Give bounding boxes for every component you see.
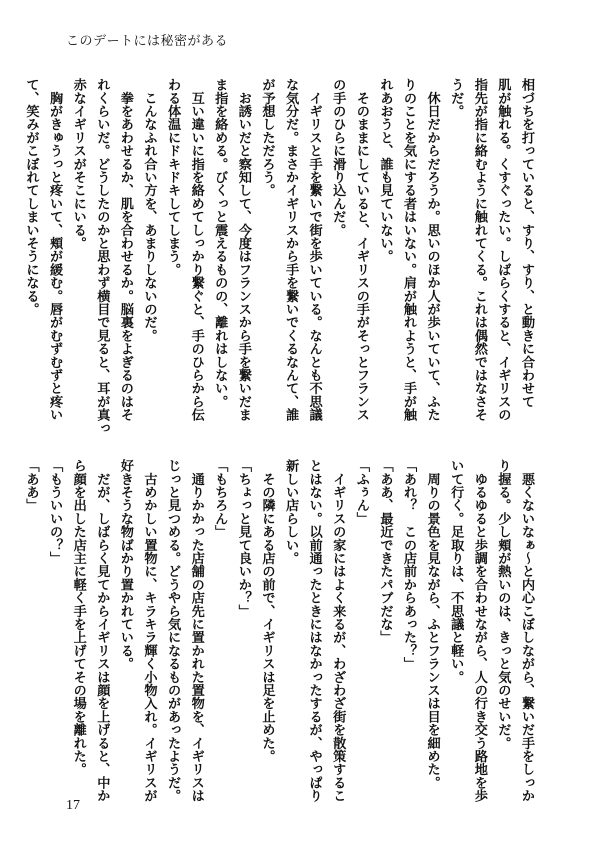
text-line: 悪くないなぁ〜と内心こぼしながら、繋いだ手をしっか [519, 459, 534, 803]
text-line: お誘いだと察知して、今度はフランスから手を繋いだま [235, 78, 251, 422]
text-line: じっと見つめる。どうやら気になるものがあったようだ。 [165, 459, 181, 803]
text-line: わる体温にドキドキしてしまう。 [165, 78, 181, 276]
text-line: 指先が指に絡むように触れてくる。これは偶然ではなさそ [471, 78, 487, 422]
text-line: り握る。少し頬が熱いのは、きっと気のせいだ。 [495, 459, 511, 750]
text-line: 胸がきゅうっと疼いて、頬が緩む。唇がむずむずと疼い [47, 78, 63, 422]
text-line: イギリスと手を繋いで街を歩いている。なんとも不思議 [306, 78, 322, 422]
text-line: うだ。 [448, 78, 464, 118]
text-line: 古めかしい置物に、キラキラ輝く小物入れ。イギリスが [141, 459, 157, 803]
text-line: 肌が触れる。くすぐったい。しばらくすると、イギリスの [495, 78, 511, 422]
text-line: 休日だからだろうか。思いのほか人が歩いていて、ふた [424, 78, 440, 422]
text-line: 通りかかった店舗の店先に置かれた置物を、イギリスは [188, 459, 204, 803]
text-line: 拳をあわせるか、肌を合わせるか。脳裏をよぎるのはそ [117, 78, 133, 422]
text-line: 「もちろん」 [212, 459, 228, 539]
running-head-title: このデートには秘密がある [66, 34, 229, 49]
text-line: ま指を絡める。びくっと震えるものの、離れはしない。 [212, 78, 228, 408]
text-line: れくらいだ。どうしたのかと思わず横目で見ると、耳が真っ [94, 78, 110, 435]
text-line: いて行く。足取りは、不思議と軽い。 [448, 459, 464, 684]
text-line: 赤なイギリスがそこにいる。 [70, 78, 86, 250]
text-line: イギリスの家にはよく来るが、わざわざ街を散策するこ [330, 459, 346, 803]
text-line: ら顔を出した店主に軽く手を上げてその場を離れた。 [70, 459, 86, 776]
text-line: て、笑みがこぼれてしまいそうになる。 [23, 78, 39, 316]
text-line: 「ちょっと見て良いか？」 [235, 459, 251, 618]
text-line: りのことを気にする者はいない。肩が触れようと、手が触 [401, 78, 417, 422]
text-line: 「ああ」 [23, 459, 39, 512]
text-line: な気分だ。まさかイギリスから手を繋いでくるなんて、誰 [283, 78, 299, 422]
text-line: 「あれ？ この店前からあった？」 [401, 459, 417, 671]
text-line: が予想しただろう。 [259, 78, 275, 197]
text-line: ゆるゆると歩調を合わせながら、人の行き交う路地を歩 [471, 459, 487, 803]
text-block-bottom [23, 459, 538, 803]
text-block-top [23, 78, 538, 435]
page-number: 17 [66, 798, 80, 813]
text-line: 「ああ、最近できたパブだな」 [377, 459, 393, 644]
text-line: こんなふれ合い方を、あまりしないのだ。 [141, 78, 157, 342]
text-line: だが、しばらく見てからイギリスは顔を上げると、中か [94, 459, 110, 803]
text-line: れあおうと、誰も見ていない。 [377, 78, 393, 263]
text-line: 「もういいの？」 [47, 459, 63, 565]
text-line: 好きそうな物ばかり置かれている。 [117, 459, 133, 671]
text-line: そのままにしていると、イギリスの手がそっとフランス [353, 78, 369, 422]
text-line: の手のひらに滑り込んだ。 [330, 78, 346, 237]
text-line: 互い違いに指を絡めてしっかり繋ぐと、手のひらから伝 [188, 78, 204, 422]
text-line: とはない。以前通ったときにはなかったするが、やっぱり [306, 459, 322, 803]
text-line: 相づちを打っていると、すり、すり、と動きに合わせて [519, 78, 534, 408]
text-line: その隣にある店の前で、イギリスは足を止めた。 [259, 459, 275, 763]
text-line: 周りの景色を見ながら、ふとフランスは目を細めた。 [424, 459, 440, 789]
text-line: 新しい店らしい。 [283, 459, 299, 565]
text-line: 「ふぅん」 [353, 459, 369, 525]
